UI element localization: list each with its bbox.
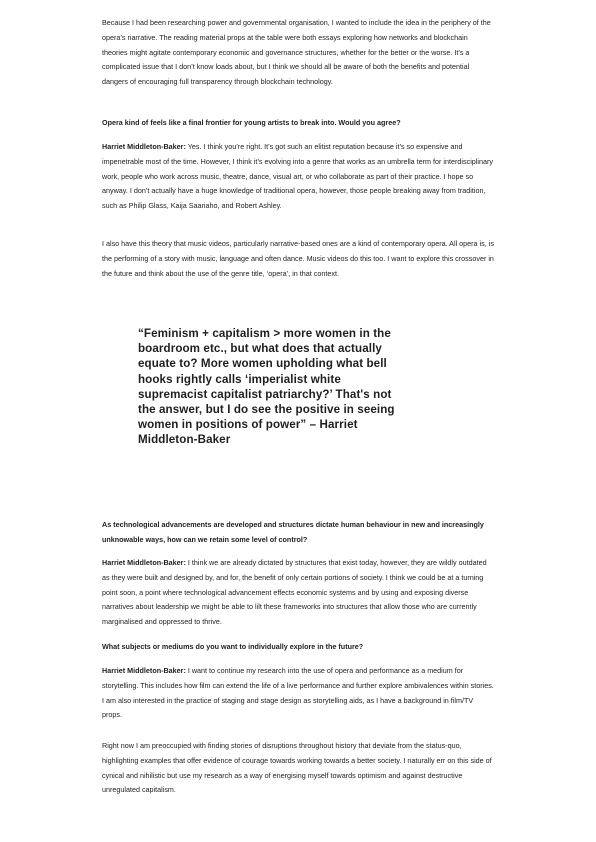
answer-text: Yes. I think you’re right. It’s got such an elitist reputation because it’s so expensive and impenetrable most of the time. However, I think it’s evolving into a genre that works as an umbrella term for interdisciplinary work, people who work across music, theatre, dance, visual art, or who collaborate as part of their practice. I hope so anyway. I don’t actually have a huge knowledge of traditional opera, however, those people breaking away from tradition, such as Philip Glass, Kaija Saariaho, and Robert Ashley. <box>102 142 493 211</box>
answer-opera-frontier <box>102 140 494 214</box>
body-paragraph-disruptions: Right now I am preoccupied with finding stories of disruptions throughout history that deviate from the status-quo, highlighting examples that offer evidence of courage towards working towards a better society. I naturally err on this side of cynical and nihilistic but use my research as a way of energising myself towards optimism and against destructive unregulated capitalism. <box>102 741 492 795</box>
pull-quote: “Feminism + capitalism > more women in the boardroom etc., but what does that actually equate to? More women upholding what bell hooks rightly calls ‘imperialist white supremacist capitalist patriarchy?’ That's not the answer, but I do see the positive in seeing women in positions of power” – Harriet Middleton-Baker <box>138 327 395 447</box>
answer-technology-control <box>102 556 494 630</box>
speaker-name: Harriet Middleton-Baker: <box>102 558 186 567</box>
answer-future-subjects <box>102 664 494 723</box>
question-technology-control: As technological advancements are developed and structures dictate human behaviour in new and increasingly unknowable ways, how can we retain some level of control? <box>102 520 484 544</box>
body-paragraph-blockchain: Because I had been researching power and governmental organisation, I wanted to include the idea in the periphery of the opera’s narrative. The reading material props at the table were both essays exploring how networks and blockchain theories might agitate contemporary economic and governance structures, whether for the better or the worse. It’s a complicated issue that I don’t know loads about, but I think we should all be aware of both the benefits and potential dangers of encouraging full transparency through blockchain technology. <box>102 18 491 87</box>
answer-text: I want to continue my research into the use of opera and performance as a medium for storytelling. This includes how film can extend the life of a live performance and further explore ambivalences within stories. I am also interested in the practice of staging and stage design as storytelling aids, as I have a background in film/TV props. <box>102 666 494 720</box>
speaker-name: Harriet Middleton-Baker: <box>102 142 186 151</box>
answer-text: I think we are already dictated by structures that exist today, however, they are wildly outdated as they were built and designed by, and for, the benefit of only certain portions of society. I think we could be at a turning point soon, a point where technological advancement effects economic systems and by using and exposing diverse narratives about leadership we might be able to lilt these frameworks into structures that allow those who are currently marginalised and oppressed to thrive. <box>102 558 487 627</box>
question-opera-frontier: Opera kind of feels like a final frontier for young artists to break into. Would you agree? <box>102 118 401 127</box>
body-paragraph-music-videos: I also have this theory that music videos, particularly narrative-based ones are a kind of contemporary opera. All opera is, is the performing of a story with music, language and often dance. Music videos do this too. I want to explore this crossover in the future and think about the use of the genre title, ‘opera’, in that context. <box>102 239 494 278</box>
speaker-name: Harriet Middleton-Baker: <box>102 666 186 675</box>
question-future-subjects: What subjects or mediums do you want to individually explore in the future? <box>102 642 364 651</box>
